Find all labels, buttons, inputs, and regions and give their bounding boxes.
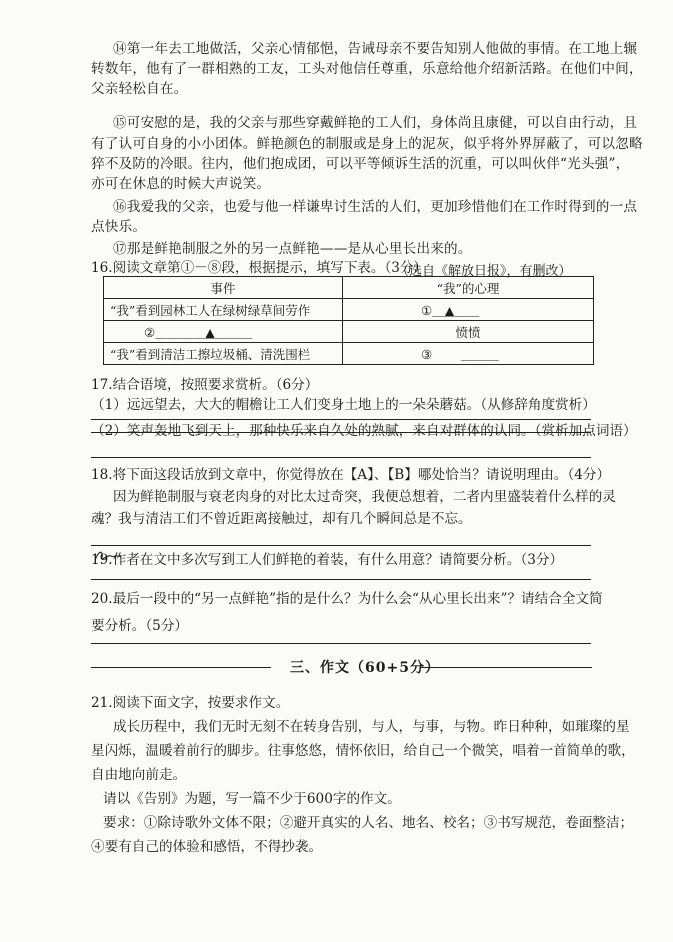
q18-inserted-text-line1: 因为鲜艳制服与衰老肉身的对比太过奇突，我便总想着，二者内里盛装着什么样的灵 [113, 489, 616, 505]
passage-p17: ⑰那是鲜艳制服之外的另一点鲜艳——是从心里长出来的。 [113, 241, 472, 257]
q16-row-1 [104, 299, 594, 321]
q20-answer-line[interactable] [91, 643, 591, 644]
passage-p15-line1: ⑮可安慰的是，我的父亲与那些穿戴鲜艳的工人们，身体尚且康健，可以自由行动，且 [113, 115, 638, 131]
passage-p14-line2: 转数年，他有了一群相熟的工友，工头对他信任尊重，乐意给他介绍新活路。在他们中间， [91, 61, 643, 77]
q21-prompt-line2: 星闪烁，温暖着前行的脚步。往事悠悠，情怀依旧，给自己一个微笑，唱着一首简单的歌， [91, 743, 635, 759]
q16-row-1-mind: ①＿▲＿＿ [343, 299, 594, 321]
q16-row-2-event: ②＿＿＿＿▲＿＿＿ [104, 321, 343, 343]
q19-stem: 19.作者在文中多次写到工人们鲜艳的着装，有什么用意？请简要分析。（3分） [91, 552, 564, 568]
passage-p15-line2: 有了认可自身的小小团体。鲜艳颜色的制服或是身上的泥灰，似乎将外界屏蔽了，可以忽略 [91, 136, 643, 152]
q18-answer-line[interactable] [91, 545, 591, 546]
q21-requirements-line1: 要求：①除诗歌外文体不限；②避开真实的人名、地名、校名；③书写规范，卷面整洁； [103, 815, 634, 831]
q18-inserted-text-line2: 魂？我与清洁工们不曾近距离接触过，却有几个瞬间总是不忘。 [91, 511, 472, 527]
q16-row-2-mind: 愤愤 [343, 321, 594, 343]
q21-stem: 21.阅读下面文字，按要求作文。 [91, 695, 290, 711]
section3-rule-left [91, 667, 271, 668]
q17-item-1: （1）远远望去，大大的帽檐让工人们变身土地上的一朵朵蘑菇。（从修辞角度赏析） [91, 397, 596, 413]
q17-answer-line-1[interactable] [91, 419, 591, 420]
q16-row-3-mind: ③ ＿＿＿ [343, 343, 594, 365]
q20-stem-line1: 20.最后一段中的“另一点鲜艳”指的是什么？为什么会“从心里长出来”？请结合全文简 [91, 591, 603, 607]
q17-stem: 17.结合语境，按照要求赏析。（6分） [91, 377, 319, 393]
q16-row-1-event: “我”看到园林工人在绿树绿草间劳作 [104, 299, 343, 321]
q17-answer-line-2[interactable] [91, 457, 591, 458]
q16-row-3 [104, 343, 594, 365]
q20-stem-line2: 要分析。（5分） [91, 618, 189, 634]
passage-p14-line1: ⑭第一年去工地做活，父亲心情郁悒，告诫母亲不要告知别人他做的事情。在工地上辗 [113, 41, 638, 57]
passage-p15-line3: 猝不及防的冷眼。往内，他们抱成团，可以平等倾诉生活的沉重，可以叫伙伴“光头强”， [91, 156, 630, 172]
q21-task: 请以《告别》为题，写一篇不少于600字的作文。 [103, 791, 401, 807]
q21-requirements-line2: ④要有自己的体验和感悟，不得抄袭。 [91, 839, 323, 855]
q18-stem: 18.将下面这段话放到文章中，你觉得放在【A】、【B】哪处恰当？请说明理由。（4分） [91, 467, 611, 483]
passage-p16-line1: ⑯我爱我的父亲，也爱与他一样谦卑讨生活的人们，更加珍惜他们在工作时得到的一点 [113, 199, 638, 215]
q16-header-mind: “我”的心理 [343, 277, 594, 299]
passage-source: （选自《解放日报》，有删改） [396, 264, 572, 279]
q16-header-row [104, 277, 594, 299]
q21-prompt-line3: 自由地向前走。 [91, 767, 187, 783]
q16-table [103, 276, 594, 365]
passage-p16-line2: 点快乐。 [91, 219, 147, 235]
passage-p14-line3: 父亲轻松自在。 [91, 81, 188, 97]
q16-row-3-event: “我”看到清洁工擦垃圾桶、清洗围栏 [104, 343, 343, 365]
q19-answer-line[interactable] [91, 579, 591, 580]
q16-stem: 16.阅读文章第①－⑧段，根据提示，填写下表。（3分） [91, 260, 428, 276]
q16-row-2 [104, 321, 594, 343]
section3-title: 三、作文（60+5分） [290, 660, 440, 676]
q16-header-event: 事件 [104, 277, 343, 299]
q17-item-2: （2）笑声轰地飞到天上，那种快乐来自久处的熟腻，来自对群体的认同。（赏析加点词语） [91, 423, 637, 439]
q21-prompt-line1: 成长历程中，我们无时无刻不在转身告别，与人，与事，与物。昨日种种，如璀璨的星 [113, 719, 630, 735]
passage-p15-line4: 亦可在休息的时候大声说笑。 [91, 176, 271, 192]
section3-rule-right [420, 667, 592, 668]
